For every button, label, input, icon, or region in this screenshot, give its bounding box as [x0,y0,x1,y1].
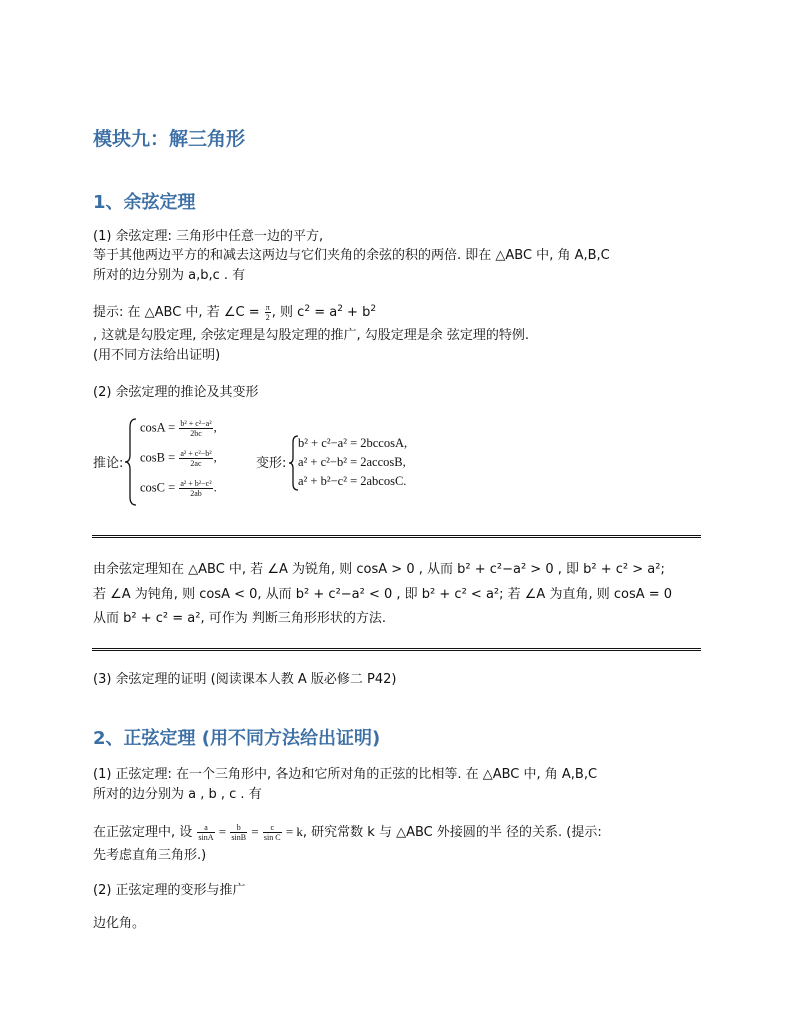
ratio-text: 在正弦定理中, 设 [93,825,197,840]
double-rule-divider [92,535,701,538]
paragraph-line: 边化角。 [93,916,146,931]
section-heading-law-of-sines: 2、正弦定理 (用不同方法给出证明) [93,728,381,749]
fraction-denominator: 2ab [190,489,202,498]
fraction-denominator: sinB [231,833,247,842]
fraction-numerator: b² + c²−a² [180,419,212,428]
fraction-numerator: a [197,823,214,833]
cosA-fraction [179,419,212,438]
hint-text: 提示: 在 △ABC 中, 若 ∠C = [93,305,264,320]
note-line: 由余弦定理知在 △ABC 中, 若 ∠A 为锐角, 则 cosA > 0 , 从而 b² + c²−a² > 0 , 即 b² + c² > a²; [93,562,665,577]
variant-row-3: a² + b²−c² = 2abcosC. [298,474,407,488]
subheading-proof: (3) 余弦定理的证明 (阅读课本人教 A 版必修二 P42) [93,672,397,687]
note-line: 若 ∠A 为钝角, 则 cosA < 0, 从而 b² + c²−a² < 0 , 即 b² + c² < a²; 若 ∠A 为直角, 则 cosA = 0 [93,587,673,602]
variant-label: 变形: [256,456,287,471]
variant-row-2: a² + c²−b² = 2accosB, [298,455,406,469]
paragraph-line: 所对的边分别为 a,b,c . 有 [93,268,246,283]
corollary-lhs: cosB = [140,450,179,465]
paragraph-line: 先考虑直角三角形.) [93,848,207,863]
paragraph-line: 所对的边分别为 a , b , c . 有 [93,787,262,802]
b-over-sinB-fraction [230,823,247,842]
punctuation: . [213,480,217,495]
paragraph-line: (1) 余弦定理: 三角形中任意一边的平方, [93,229,324,244]
c-over-sinC-fraction [263,823,282,842]
hint-text: , 则 c [271,305,305,320]
cosB-fraction [179,449,212,468]
hint-line: 提示: 在 △ABC 中, 若 ∠C = $\frac{\pi}{2}$ , 则 $c^2 = a^2 + b^2$ [93,303,377,322]
corollary-lhs: cosA = [140,420,179,435]
constant-k: = k [282,824,303,839]
cosC-fraction [179,479,212,498]
hint-text: + b [342,305,371,320]
fraction-numerator: a² + c²−b² [180,449,212,458]
section-heading-law-of-cosines: 1、余弦定理 [93,192,196,213]
fraction-numerator: π [265,303,270,312]
double-rule-divider [92,648,701,651]
page-title: 模块九：解三角形 [93,128,246,150]
corollary-cosA [140,419,217,438]
punctuation: , [213,420,217,435]
fraction-denominator: 2 [265,313,270,322]
equals-sign: = [215,824,230,839]
paragraph-line: (用不同方法给出证明) [93,348,221,363]
ratio-text: , 研究常数 k 与 △ABC 外接圆的半 径的关系. (提示: [302,825,602,840]
paragraph-line: 等于其他两边平方的和减去这两边与它们夹角的余弦的积的两倍. 即在 △ABC 中, 角 A,B,C [93,248,610,263]
fraction-numerator: b [230,823,247,833]
corollary-cosC [140,479,217,498]
hint-text: = a [310,305,338,320]
ratio-line [93,822,602,842]
a-over-sinA-fraction [197,823,214,842]
variant-row-1: b² + c²−a² = 2bccosA, [298,436,408,450]
fraction-denominator: sinA [198,833,214,842]
fraction-denominator: 2bc [190,429,202,438]
fraction-denominator: sin C [263,833,281,842]
fraction-numerator: a² + b²−c² [180,479,212,488]
punctuation: , [213,450,217,465]
paragraph-line: (1) 正弦定理: 在一个三角形中, 各边和它所对角的正弦的比相等. 在 △ABC 中, 角 A,B,C [93,767,598,782]
fraction-denominator: 2ac [190,459,202,468]
corollary-lhs: cosC = [140,480,179,495]
fraction-numerator: c [263,823,282,833]
paragraph-line: , 这就是勾股定理, 余弦定理是勾股定理的推广, 勾股定理是余 弦定理的特例. [93,328,530,343]
left-brace-icon [124,417,138,507]
equals-sign: = [248,824,262,839]
subheading-sine-variant: (2) 正弦定理的变形与推广 [93,883,246,898]
corollary-label: 推论: [93,456,124,471]
note-line: 从而 b² + c² = a², 可作为 判断三角形形状的方法. [93,611,386,626]
corollary-cosB [140,449,217,468]
subheading-corollary: (2) 余弦定理的推论及其变形 [93,385,259,400]
pi-over-2-fraction [265,303,271,322]
